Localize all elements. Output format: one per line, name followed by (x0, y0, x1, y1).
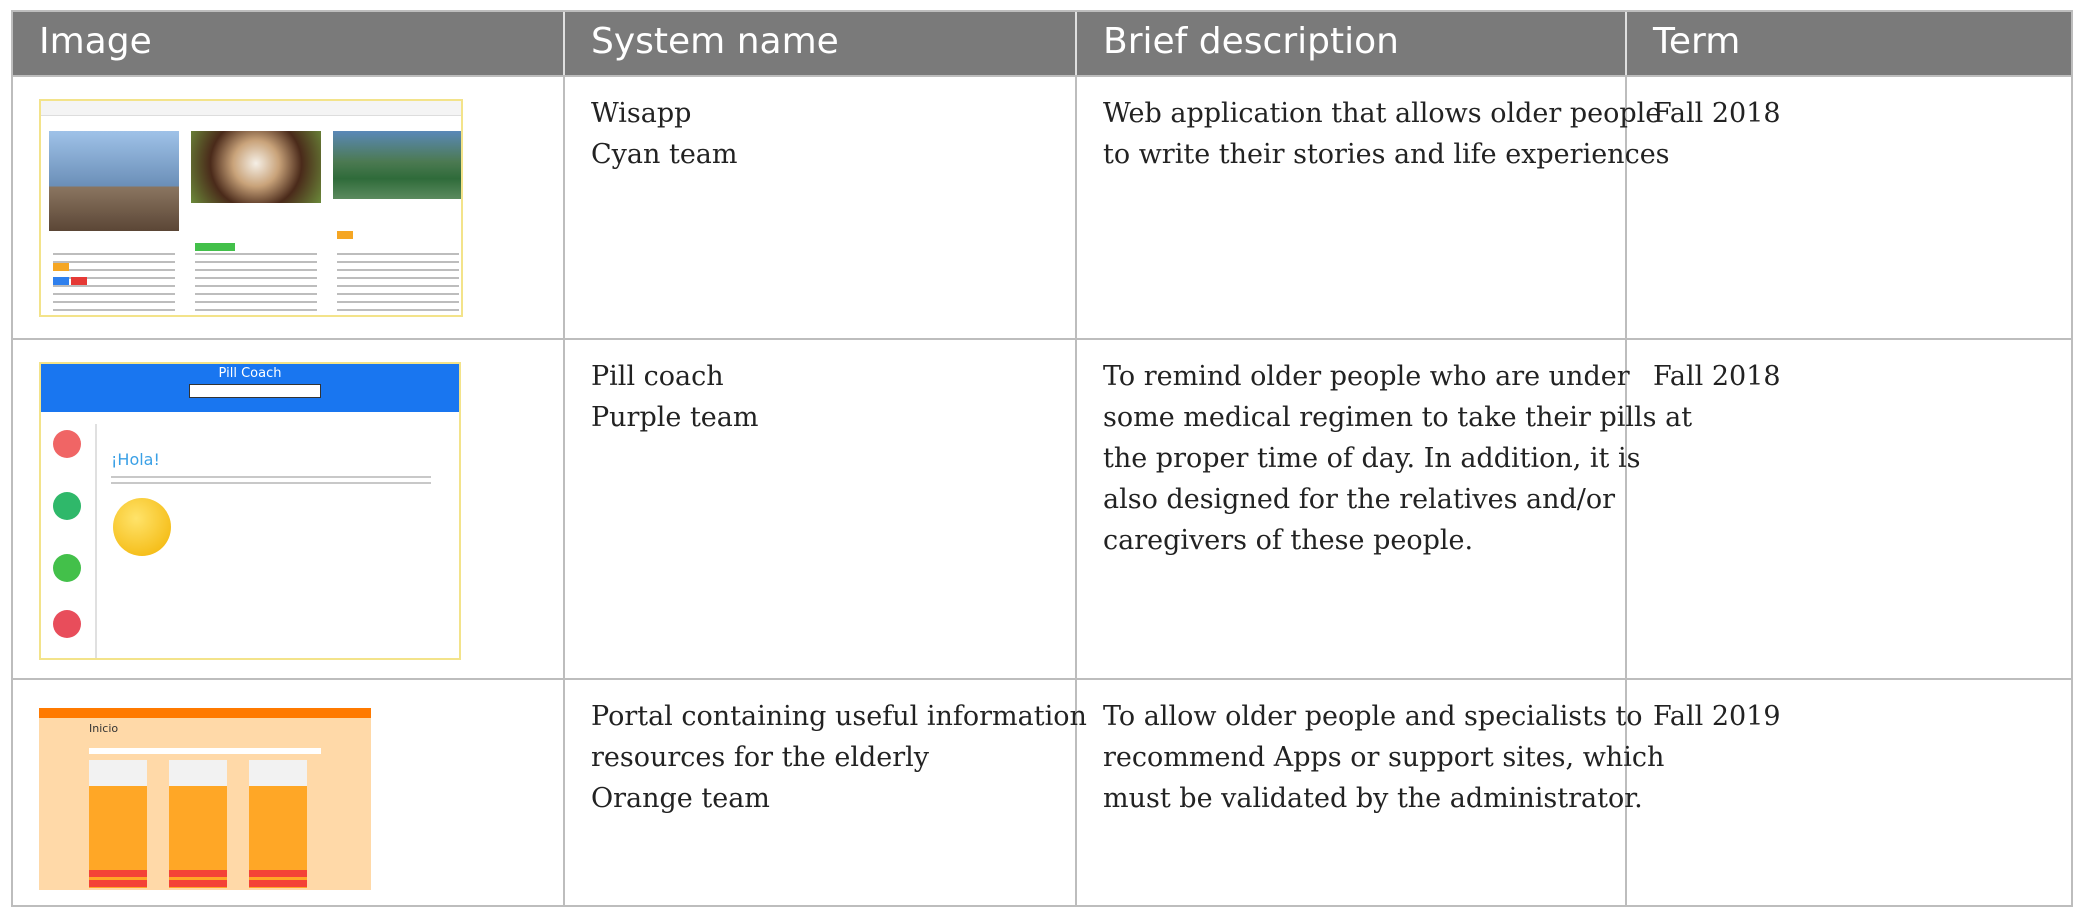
table-row (13, 338, 2071, 678)
image-cell (13, 340, 565, 678)
system-name-cell: Portal containing useful information resources for the elderly Orange team (565, 680, 1077, 905)
table-row (13, 75, 2071, 338)
image-cell (13, 77, 565, 338)
term-cell: Fall 2018 (1653, 98, 1781, 129)
header-cell-brief-description: Brief description (1077, 12, 1627, 75)
term-cell: Fall 2018 (1653, 361, 1781, 392)
description-cell: To remind older people who are under some medical regimen to take their pills at the proper time of day. In addition, it is also designed for the relatives and/or caregivers of these people. (1077, 340, 1627, 678)
system-name-cell: Wisapp Cyan team (565, 77, 1077, 338)
portal-screenshot-thumbnail: Inicio (39, 708, 371, 890)
image-cell (13, 680, 565, 905)
description-cell: Web application that allows older people to write their stories and life experiences (1077, 77, 1627, 338)
header-cell-system-name: System name (565, 12, 1077, 75)
table-header (13, 12, 2071, 75)
system-name-cell: Pill coach Purple team (565, 340, 1077, 678)
smiley-icon (113, 498, 171, 556)
table-row (13, 678, 2071, 905)
header-cell-term: Term (1653, 21, 1741, 62)
description-cell: To allow older people and specialists to recommend Apps or support sites, which must be validated by the administrator. (1077, 680, 1627, 905)
systems-table (11, 10, 2073, 907)
term-cell: Fall 2019 (1653, 701, 1781, 732)
pill-coach-screenshot-thumbnail: Pill Coach ¡Hola! (39, 362, 461, 660)
header-cell-image: Image (13, 12, 565, 75)
wisapp-screenshot-thumbnail (39, 99, 463, 317)
